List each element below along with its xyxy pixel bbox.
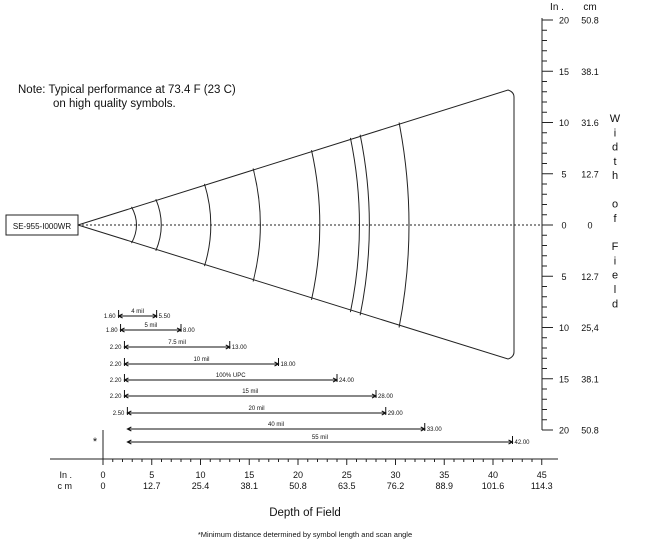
range-min-label: 1.80 [105, 328, 118, 334]
right-axis-ticks [542, 16, 599, 436]
range-symbol-label: 40 mil [268, 422, 285, 428]
bottom-tick-label-cm: 101.6 [481, 481, 505, 491]
right-tick-label-cm: 50.8 [581, 425, 599, 436]
range-max-label: 18.00 [280, 362, 296, 368]
note-line-2: on high quality symbols. [53, 98, 176, 110]
range-max-label: 13.00 [231, 345, 247, 351]
right-axis-title-letter: e [611, 269, 619, 282]
bottom-tick-label-in: 0 [100, 470, 106, 480]
range-bar [110, 373, 355, 384]
range-symbol-label: 15 mil [242, 389, 259, 395]
right-tick-label-cm: 12.7 [581, 169, 599, 180]
bottom-tick-label-in: 15 [244, 470, 255, 480]
right-tick-label-cm: 25,4 [581, 323, 599, 333]
range-bar [106, 323, 195, 334]
range-bars [104, 309, 530, 446]
range-bar [127, 422, 442, 433]
bottom-tick-label-cm: 76.2 [386, 481, 405, 491]
right-tick-label-cm: 0 [587, 220, 593, 231]
right-axis-title-letter: d [611, 298, 619, 311]
range-max-label: 5.50 [158, 314, 171, 320]
right-tick-label-cm: 38.1 [581, 374, 599, 385]
star-marker: * [92, 436, 98, 448]
range-max-label: 8.00 [183, 328, 195, 334]
right-axis-unit-in: In . [550, 2, 564, 13]
range-bar [104, 309, 171, 320]
range-bar [110, 357, 296, 368]
range-symbol-label: 10 mil [193, 357, 210, 363]
range-symbol-label: 4 mil [131, 309, 144, 315]
right-tick-label-in: 10 [558, 323, 570, 333]
range-min-label: 1.60 [103, 314, 116, 320]
range-symbol-label: 5 mil [144, 323, 158, 329]
right-axis-title-letter: o [611, 198, 619, 211]
right-tick-label-in: 10 [558, 118, 570, 128]
range-symbol-label: 20 mil [248, 406, 265, 412]
right-tick-label-in: 5 [561, 169, 567, 180]
right-axis-title-letter: i [613, 127, 617, 140]
bottom-axis-title: Depth of Field [269, 507, 341, 519]
right-tick-label-cm: 50.8 [581, 15, 599, 26]
right-axis-title-letter: h [611, 170, 619, 183]
bottom-tick-label-cm: 88.9 [435, 481, 454, 491]
bottom-tick-label-in: 25 [341, 470, 352, 480]
right-tick-label-in: 20 [558, 425, 570, 436]
right-tick-label-in: 15 [558, 66, 570, 77]
right-tick-label-in: 5 [561, 271, 567, 282]
range-symbol-label: 7.5 mil [168, 340, 186, 346]
right-axis-title-letter: F [611, 241, 619, 254]
note-line-1: Note: Typical performance at 73.4 F (23 C) [18, 84, 236, 96]
right-axis-title [610, 113, 621, 310]
right-axis-title-letter: f [613, 212, 617, 225]
bottom-axis-unit-cm: c m [57, 481, 72, 491]
bottom-tick-label-cm: 63.5 [337, 481, 356, 491]
range-bar [110, 389, 394, 400]
range-min-label: 2.20 [109, 394, 122, 400]
bottom-tick-label-cm: 50.8 [289, 481, 307, 491]
range-symbol-label: 100% UPC [215, 373, 246, 379]
range-min-label: 2.20 [109, 345, 122, 351]
right-axis-unit-cm: cm [583, 2, 597, 13]
bottom-tick-label-in: 30 [390, 470, 401, 480]
right-tick-label-in: 15 [558, 374, 570, 385]
right-tick-label-in: 0 [561, 220, 567, 231]
bottom-axis-ticks [100, 459, 552, 491]
bottom-tick-label-cm: 12.7 [142, 481, 161, 491]
range-min-label: 2.20 [109, 378, 122, 384]
right-tick-label-cm: 31.6 [581, 118, 599, 128]
range-symbol-label: 55 mil [311, 435, 328, 441]
range-max-label: 29.00 [387, 411, 403, 417]
right-tick-label-cm: 12.7 [581, 271, 599, 282]
device-label: SE-955-I000WR [12, 222, 72, 231]
footnote: *Minimum distance determined by symbol length and scan angle [197, 530, 413, 539]
bottom-tick-label-cm: 114.3 [530, 481, 553, 491]
bottom-tick-label-cm: 0 [100, 481, 106, 491]
right-tick-label-in: 20 [558, 15, 570, 26]
range-max-label: 24.00 [339, 378, 355, 384]
bottom-tick-label-in: 40 [487, 470, 499, 480]
bottom-tick-label-in: 35 [439, 470, 450, 480]
bottom-axis-unit-in: In . [59, 470, 72, 480]
range-bar [113, 406, 404, 417]
right-tick-label-cm: 38.1 [581, 66, 599, 77]
range-bar [110, 340, 248, 351]
range-min-label: 2.20 [109, 362, 122, 368]
right-axis-title-letter: t [613, 155, 617, 168]
bottom-tick-label-in: 5 [149, 470, 155, 480]
bottom-tick-label-cm: 25.4 [191, 481, 210, 491]
range-max-label: 42.00 [514, 440, 530, 446]
bottom-tick-label-in: 45 [536, 470, 547, 480]
right-axis-title-letter: W [609, 113, 621, 125]
range-bar [127, 435, 530, 446]
bottom-tick-label-in: 10 [195, 470, 206, 480]
range-max-label: 33.00 [426, 427, 442, 433]
range-max-label: 28.00 [378, 394, 394, 400]
right-axis-title-letter: l [613, 284, 617, 296]
range-min-label: 2.50 [112, 411, 125, 417]
bottom-tick-label-in: 20 [292, 470, 304, 480]
right-axis-title-letter: i [613, 255, 617, 268]
right-axis-title-letter: d [611, 141, 619, 154]
bottom-tick-label-cm: 38.1 [240, 481, 259, 491]
